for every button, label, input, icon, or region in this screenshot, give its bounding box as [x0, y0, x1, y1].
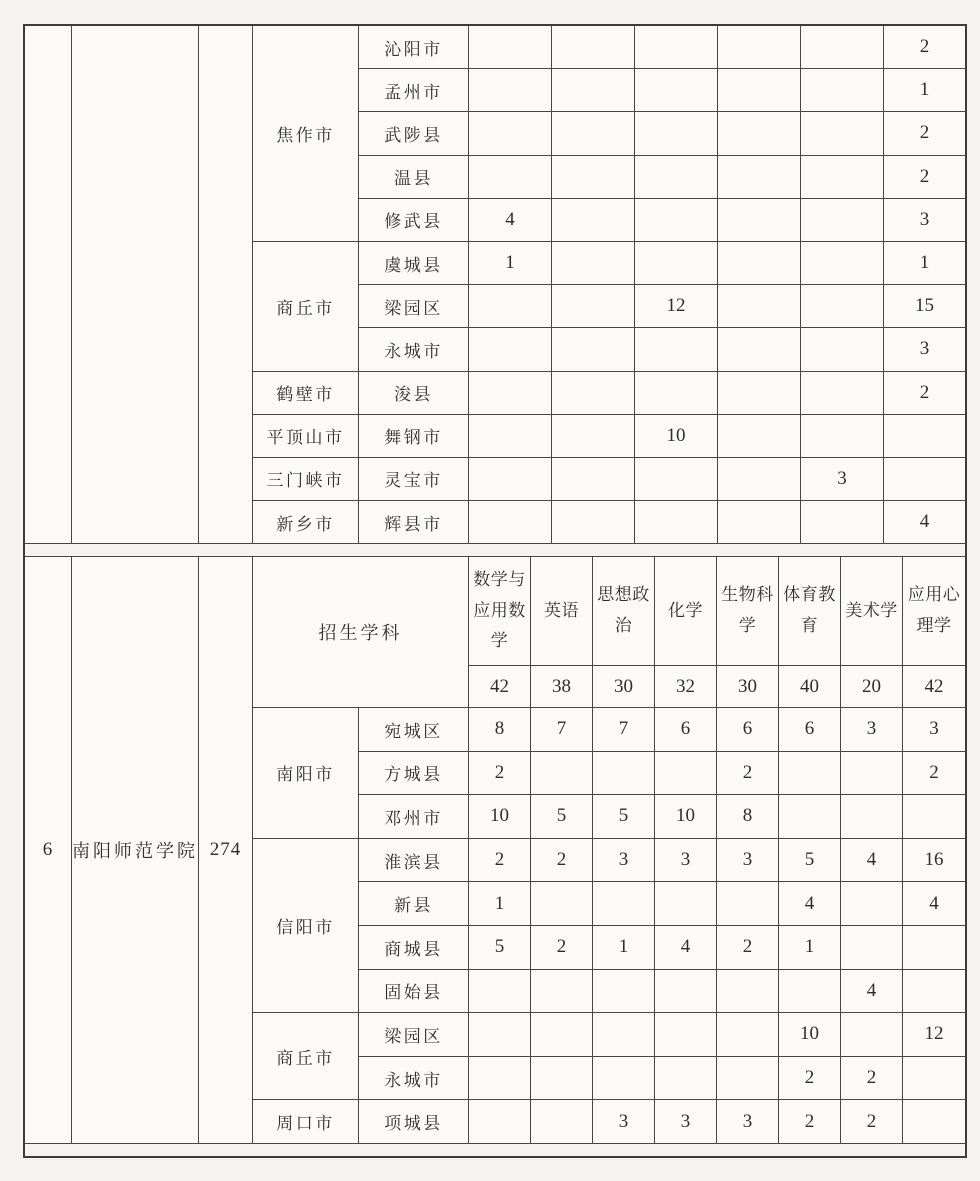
value-cell [552, 328, 635, 371]
city-cell: 商丘市 [253, 1013, 359, 1100]
value-cell [801, 69, 884, 112]
county-cell: 梁园区 [359, 285, 469, 328]
subject-header-cell: 体育教育 [779, 557, 841, 666]
value-cell: 2 [469, 838, 531, 882]
value-cell: 2 [469, 751, 531, 795]
county-cell: 辉县市 [359, 501, 469, 544]
value-cell: 3 [884, 198, 966, 241]
subject-header-row [25, 557, 966, 666]
value-cell [531, 1100, 593, 1144]
value-cell [718, 155, 801, 198]
recruitment-table-school [24, 556, 966, 1144]
value-cell [552, 371, 635, 414]
value-cell [552, 457, 635, 500]
value-cell [469, 26, 552, 69]
value-cell: 3 [655, 838, 717, 882]
value-cell: 5 [593, 795, 655, 839]
value-cell [718, 501, 801, 544]
serial-cell-empty [25, 26, 72, 544]
value-cell [552, 501, 635, 544]
value-cell [635, 155, 718, 198]
value-cell: 3 [593, 1100, 655, 1144]
value-cell: 10 [469, 795, 531, 839]
value-cell: 4 [469, 198, 552, 241]
county-cell: 沁阳市 [359, 26, 469, 69]
school-cell-empty [72, 26, 199, 544]
value-cell [469, 457, 552, 500]
value-cell [801, 155, 884, 198]
value-cell [655, 969, 717, 1013]
value-cell [552, 69, 635, 112]
value-cell [655, 1013, 717, 1057]
value-cell [635, 112, 718, 155]
value-cell [469, 1013, 531, 1057]
county-cell: 淮滨县 [359, 838, 469, 882]
value-cell: 7 [593, 708, 655, 752]
county-cell: 方城县 [359, 751, 469, 795]
city-cell: 平顶山市 [253, 414, 359, 457]
value-cell [884, 457, 966, 500]
value-cell [552, 112, 635, 155]
subject-quota-cell: 30 [593, 666, 655, 708]
value-cell [531, 751, 593, 795]
school-name-cell: 南阳师范学院 [72, 557, 199, 1144]
value-cell: 3 [841, 708, 903, 752]
value-cell: 2 [884, 155, 966, 198]
value-cell: 1 [884, 69, 966, 112]
subject-quota-cell: 20 [841, 666, 903, 708]
value-cell [552, 198, 635, 241]
value-cell [801, 328, 884, 371]
value-cell [717, 1013, 779, 1057]
recruitment-table-continuation [24, 25, 966, 544]
value-cell: 2 [779, 1100, 841, 1144]
value-cell [635, 371, 718, 414]
total-quota-cell: 274 [199, 557, 253, 1144]
value-cell: 15 [884, 285, 966, 328]
subject-quota-cell: 38 [531, 666, 593, 708]
value-cell [718, 285, 801, 328]
value-cell [635, 69, 718, 112]
value-cell: 2 [884, 112, 966, 155]
value-cell [801, 414, 884, 457]
value-cell: 1 [884, 241, 966, 284]
value-cell [593, 969, 655, 1013]
value-cell: 2 [841, 1056, 903, 1100]
value-cell [717, 1056, 779, 1100]
value-cell: 4 [884, 501, 966, 544]
subjects-corner-label-cell: 招生学科 [253, 557, 469, 708]
county-cell: 修武县 [359, 198, 469, 241]
value-cell: 1 [779, 925, 841, 969]
value-cell [779, 969, 841, 1013]
city-cell: 鹤壁市 [253, 371, 359, 414]
value-cell: 3 [903, 708, 966, 752]
value-cell: 3 [801, 457, 884, 500]
value-cell [903, 1100, 966, 1144]
value-cell: 4 [779, 882, 841, 926]
value-cell [469, 969, 531, 1013]
subject-header-cell: 美术学 [841, 557, 903, 666]
county-cell: 舞钢市 [359, 414, 469, 457]
value-cell [903, 969, 966, 1013]
value-cell: 10 [635, 414, 718, 457]
value-cell [469, 285, 552, 328]
value-cell [635, 501, 718, 544]
value-cell: 4 [841, 838, 903, 882]
value-cell: 6 [655, 708, 717, 752]
value-cell [841, 925, 903, 969]
value-cell [469, 112, 552, 155]
city-cell: 新乡市 [253, 501, 359, 544]
value-cell: 5 [779, 838, 841, 882]
county-cell: 新县 [359, 882, 469, 926]
value-cell [552, 155, 635, 198]
subject-header-cell: 思想政治 [593, 557, 655, 666]
value-cell: 3 [593, 838, 655, 882]
value-cell [841, 882, 903, 926]
serial-number-cell: 6 [25, 557, 72, 1144]
value-cell: 1 [469, 882, 531, 926]
value-cell: 10 [779, 1013, 841, 1057]
county-cell: 永城市 [359, 1056, 469, 1100]
value-cell [531, 969, 593, 1013]
value-cell: 2 [903, 751, 966, 795]
county-cell: 灵宝市 [359, 457, 469, 500]
county-cell: 温县 [359, 155, 469, 198]
county-cell: 浚县 [359, 371, 469, 414]
value-cell: 4 [903, 882, 966, 926]
value-cell [635, 241, 718, 284]
value-cell [552, 26, 635, 69]
value-cell [718, 112, 801, 155]
county-cell: 武陟县 [359, 112, 469, 155]
value-cell [718, 198, 801, 241]
value-cell [593, 1013, 655, 1057]
value-cell [801, 501, 884, 544]
subject-header-cell: 数学与应用数学 [469, 557, 531, 666]
value-cell [801, 285, 884, 328]
value-cell [801, 198, 884, 241]
value-cell: 3 [655, 1100, 717, 1144]
value-cell [801, 241, 884, 284]
value-cell: 8 [469, 708, 531, 752]
value-cell [841, 795, 903, 839]
value-cell [469, 1100, 531, 1144]
subject-quota-cell: 42 [903, 666, 966, 708]
value-cell: 5 [531, 795, 593, 839]
county-cell: 孟州市 [359, 69, 469, 112]
table-row [25, 26, 966, 69]
city-cell: 信阳市 [253, 838, 359, 1012]
city-cell: 周口市 [253, 1100, 359, 1144]
value-cell [593, 882, 655, 926]
value-cell: 2 [779, 1056, 841, 1100]
value-cell [717, 882, 779, 926]
value-cell [635, 457, 718, 500]
value-cell: 2 [717, 751, 779, 795]
total-cell-empty [199, 26, 253, 544]
value-cell: 3 [717, 1100, 779, 1144]
value-cell: 7 [531, 708, 593, 752]
value-cell: 2 [884, 371, 966, 414]
value-cell: 1 [469, 241, 552, 284]
value-cell [903, 795, 966, 839]
value-cell: 2 [531, 838, 593, 882]
value-cell: 2 [884, 26, 966, 69]
city-cell: 三门峡市 [253, 457, 359, 500]
value-cell [718, 328, 801, 371]
subject-quota-cell: 32 [655, 666, 717, 708]
city-cell: 南阳市 [253, 708, 359, 839]
county-cell: 虞城县 [359, 241, 469, 284]
value-cell [635, 328, 718, 371]
value-cell [469, 328, 552, 371]
value-cell [718, 414, 801, 457]
value-cell [531, 882, 593, 926]
value-cell [884, 414, 966, 457]
value-cell: 10 [655, 795, 717, 839]
county-cell: 商城县 [359, 925, 469, 969]
value-cell: 12 [635, 285, 718, 328]
value-cell: 6 [717, 708, 779, 752]
value-cell: 5 [469, 925, 531, 969]
value-cell: 3 [884, 328, 966, 371]
value-cell: 2 [717, 925, 779, 969]
value-cell [903, 925, 966, 969]
value-cell [801, 112, 884, 155]
value-cell [801, 26, 884, 69]
subject-quota-cell: 42 [469, 666, 531, 708]
value-cell [469, 501, 552, 544]
value-cell [552, 414, 635, 457]
subject-quota-cell: 30 [717, 666, 779, 708]
city-cell: 焦作市 [253, 26, 359, 242]
subject-header-cell: 化学 [655, 557, 717, 666]
county-cell: 固始县 [359, 969, 469, 1013]
subject-header-cell: 生物科学 [717, 557, 779, 666]
county-cell: 邓州市 [359, 795, 469, 839]
value-cell [531, 1013, 593, 1057]
subject-header-cell: 英语 [531, 557, 593, 666]
value-cell [655, 882, 717, 926]
value-cell [655, 751, 717, 795]
value-cell [717, 969, 779, 1013]
value-cell [469, 371, 552, 414]
value-cell: 2 [531, 925, 593, 969]
value-cell [718, 69, 801, 112]
value-cell: 4 [655, 925, 717, 969]
value-cell [718, 457, 801, 500]
value-cell [779, 751, 841, 795]
value-cell [469, 69, 552, 112]
value-cell [718, 26, 801, 69]
value-cell [655, 1056, 717, 1100]
value-cell [718, 371, 801, 414]
value-cell [531, 1056, 593, 1100]
value-cell [841, 1013, 903, 1057]
value-cell [903, 1056, 966, 1100]
value-cell: 12 [903, 1013, 966, 1057]
value-cell: 8 [717, 795, 779, 839]
city-cell: 商丘市 [253, 241, 359, 371]
value-cell [552, 241, 635, 284]
value-cell [718, 241, 801, 284]
value-cell [593, 751, 655, 795]
value-cell [469, 1056, 531, 1100]
value-cell [635, 198, 718, 241]
value-cell: 1 [593, 925, 655, 969]
value-cell: 16 [903, 838, 966, 882]
value-cell: 4 [841, 969, 903, 1013]
county-cell: 梁园区 [359, 1013, 469, 1057]
value-cell [593, 1056, 655, 1100]
county-cell: 项城县 [359, 1100, 469, 1144]
value-cell [552, 285, 635, 328]
value-cell: 3 [717, 838, 779, 882]
value-cell [635, 26, 718, 69]
county-cell: 宛城区 [359, 708, 469, 752]
value-cell: 2 [841, 1100, 903, 1144]
subject-quota-cell: 40 [779, 666, 841, 708]
county-cell: 永城市 [359, 328, 469, 371]
subject-header-cell: 应用心理学 [903, 557, 966, 666]
value-cell [779, 795, 841, 839]
value-cell [801, 371, 884, 414]
value-cell [469, 414, 552, 457]
value-cell: 6 [779, 708, 841, 752]
value-cell [469, 155, 552, 198]
value-cell [841, 751, 903, 795]
